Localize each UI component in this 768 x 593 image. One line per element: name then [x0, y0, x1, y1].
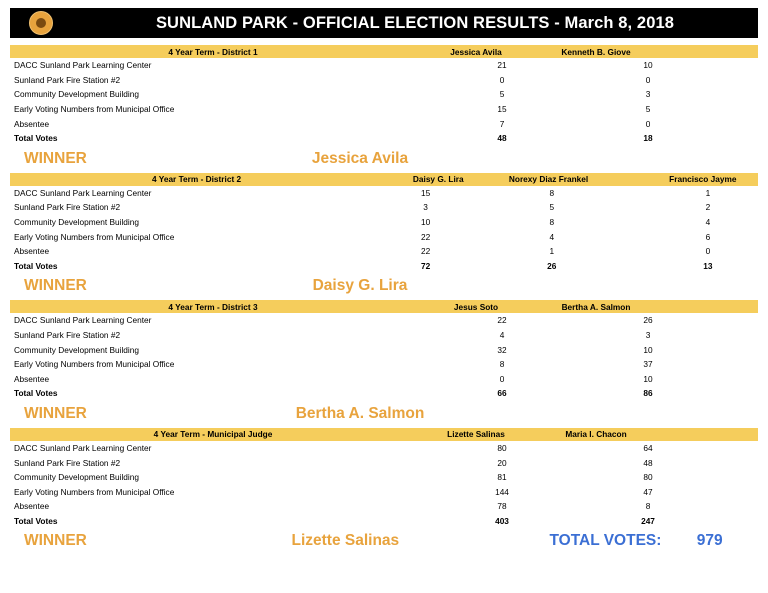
- precinct-label: Early Voting Numbers from Municipal Office: [14, 231, 175, 242]
- table-row: [10, 244, 758, 259]
- table-row: [10, 470, 758, 485]
- vote-count: 8: [499, 359, 505, 370]
- table-row: [10, 328, 758, 343]
- precinct-label: Early Voting Numbers from Municipal Office: [14, 104, 175, 115]
- vote-count: 144: [495, 486, 509, 497]
- race-title: 4 Year Term - District 3: [168, 301, 258, 312]
- candidate-header: Kenneth B. Giove: [561, 46, 631, 57]
- vote-count: 5: [549, 202, 555, 213]
- vote-count: 15: [497, 104, 507, 115]
- winner-name: Jessica Avila: [311, 149, 409, 167]
- precinct-label: DACC Sunland Park Learning Center: [14, 60, 152, 71]
- precinct-label: DACC Sunland Park Learning Center: [14, 187, 152, 198]
- candidate-header: Francisco Jayme: [669, 174, 737, 185]
- race-title: 4 Year Term - District 2: [151, 174, 242, 185]
- precinct-label: Community Development Building: [14, 89, 139, 100]
- vote-count: 4: [705, 217, 711, 228]
- table-row: [10, 102, 758, 117]
- total-votes: 26: [547, 260, 557, 271]
- candidate-header: Lizette Salinas: [447, 429, 505, 440]
- vote-count: 10: [643, 344, 653, 355]
- winner-row-final: [10, 529, 758, 553]
- winner-label: WINNER: [24, 532, 87, 550]
- table-row: [10, 200, 758, 215]
- table-row: [10, 357, 758, 372]
- table-row-total: [10, 131, 758, 146]
- candidate-header: Maria I. Chacon: [565, 429, 627, 440]
- precinct-label: Sunland Park Fire Station #2: [14, 74, 121, 85]
- vote-count: 7: [499, 118, 505, 129]
- candidate-header: Jesus Soto: [453, 301, 499, 312]
- winner-row: [10, 147, 758, 171]
- vote-count: 22: [420, 246, 431, 257]
- vote-count: 22: [497, 315, 507, 326]
- precinct-label: Early Voting Numbers from Municipal Office: [14, 486, 175, 497]
- vote-count: 78: [497, 501, 507, 512]
- winner-label: WINNER: [24, 277, 87, 295]
- winner-name: Bertha A. Salmon: [295, 404, 425, 422]
- grand-total-label: TOTAL VOTES:: [549, 532, 662, 550]
- table-row: [10, 313, 758, 328]
- total-label: Total Votes: [14, 388, 58, 399]
- candidate-header: Bertha A. Salmon: [561, 301, 631, 312]
- precinct-label: Community Development Building: [14, 344, 139, 355]
- vote-count: 47: [643, 486, 653, 497]
- table-row: [10, 484, 758, 499]
- total-votes: 66: [497, 388, 507, 399]
- header-bar: [10, 8, 758, 38]
- winner-row: [10, 402, 758, 426]
- vote-count: 48: [643, 457, 653, 468]
- total-label: Total Votes: [14, 515, 58, 526]
- precinct-label: DACC Sunland Park Learning Center: [14, 442, 152, 453]
- race-title: 4 Year Term - Municipal Judge: [153, 429, 273, 440]
- candidate-header: Norexy Diaz Frankel: [508, 174, 589, 185]
- winner-label: WINNER: [24, 404, 87, 422]
- precinct-label: Sunland Park Fire Station #2: [14, 330, 121, 341]
- precinct-label: Community Development Building: [14, 217, 139, 228]
- table-row-total: [10, 386, 758, 401]
- precinct-label: Absentee: [14, 118, 50, 129]
- race-block-district-1: [10, 45, 758, 171]
- total-label: Total Votes: [14, 260, 58, 271]
- vote-count: 8: [549, 187, 555, 198]
- table-row: [10, 229, 758, 244]
- race-header: [10, 300, 758, 313]
- vote-count: 3: [645, 330, 651, 341]
- precinct-label: Sunland Park Fire Station #2: [14, 457, 121, 468]
- candidate-header: Jessica Avila: [450, 46, 502, 57]
- vote-count: 22: [420, 231, 431, 242]
- table-row: [10, 342, 758, 357]
- race-block-district-3: [10, 300, 758, 426]
- race-block-district-2: [10, 173, 758, 299]
- page-title: SUNLAND PARK - OFFICIAL ELECTION RESULTS - March 8, 2018: [72, 8, 758, 38]
- precinct-label: Community Development Building: [14, 472, 139, 483]
- vote-count: 3: [423, 202, 428, 213]
- winner-row: [10, 274, 758, 298]
- vote-count: 6: [705, 231, 711, 242]
- table-row: [10, 372, 758, 387]
- vote-count: 37: [643, 359, 653, 370]
- table-row-total: [10, 259, 758, 274]
- vote-count: 0: [499, 373, 505, 384]
- table-row: [10, 73, 758, 88]
- vote-count: 5: [645, 104, 651, 115]
- total-votes: 13: [703, 260, 713, 271]
- total-votes: 86: [643, 388, 653, 399]
- total-votes: 403: [495, 515, 509, 526]
- table-row: [10, 58, 758, 73]
- vote-count: 81: [497, 472, 507, 483]
- vote-count: 4: [549, 231, 555, 242]
- vote-count: 5: [499, 89, 505, 100]
- table-row: [10, 215, 758, 230]
- vote-count: 8: [645, 501, 651, 512]
- vote-count: 0: [645, 74, 651, 85]
- vote-count: 10: [643, 60, 653, 71]
- winner-label: WINNER: [24, 149, 87, 167]
- winner-name: Daisy G. Lira: [312, 277, 408, 295]
- race-header: [10, 45, 758, 58]
- vote-count: 0: [645, 118, 651, 129]
- total-label: Total Votes: [14, 133, 58, 144]
- table-row: [10, 441, 758, 456]
- total-votes: 18: [643, 133, 653, 144]
- table-row: [10, 186, 758, 201]
- vote-count: 8: [549, 217, 555, 228]
- vote-count: 3: [645, 89, 651, 100]
- precinct-label: Early Voting Numbers from Municipal Office: [14, 359, 175, 370]
- candidate-header: Daisy G. Lira: [412, 174, 464, 185]
- vote-count: 10: [643, 373, 653, 384]
- winner-name: Lizette Salinas: [291, 532, 400, 550]
- precinct-label: Absentee: [14, 246, 50, 257]
- vote-count: 80: [643, 472, 653, 483]
- vote-count: 4: [499, 330, 505, 341]
- city-seal-icon: [10, 8, 72, 38]
- vote-count: 0: [499, 74, 505, 85]
- table-row: [10, 116, 758, 131]
- city-seal-circle: [29, 11, 53, 35]
- race-header: [10, 173, 758, 186]
- vote-count: 0: [705, 246, 711, 257]
- table-row: [10, 499, 758, 514]
- total-votes: 72: [420, 260, 431, 271]
- race-block-municipal-judge: [10, 428, 758, 554]
- precinct-label: Absentee: [14, 373, 50, 384]
- race-header: [10, 428, 758, 441]
- vote-count: 15: [420, 187, 431, 198]
- race-title: 4 Year Term - District 1: [168, 46, 258, 57]
- vote-count: 20: [497, 457, 507, 468]
- precinct-label: Sunland Park Fire Station #2: [14, 202, 121, 213]
- vote-count: 32: [497, 344, 507, 355]
- vote-count: 10: [420, 217, 431, 228]
- vote-count: 80: [497, 442, 507, 453]
- table-row-total: [10, 514, 758, 529]
- table-row: [10, 87, 758, 102]
- vote-count: 1: [705, 187, 711, 198]
- grand-total-value: 979: [696, 532, 723, 550]
- total-votes: 48: [497, 133, 507, 144]
- vote-count: 64: [643, 442, 653, 453]
- vote-count: 2: [705, 202, 711, 213]
- precinct-label: Absentee: [14, 501, 50, 512]
- total-votes: 247: [641, 515, 655, 526]
- vote-count: 21: [497, 60, 507, 71]
- vote-count: 26: [643, 315, 653, 326]
- precinct-label: DACC Sunland Park Learning Center: [14, 315, 152, 326]
- vote-count: 1: [549, 246, 555, 257]
- table-row: [10, 455, 758, 470]
